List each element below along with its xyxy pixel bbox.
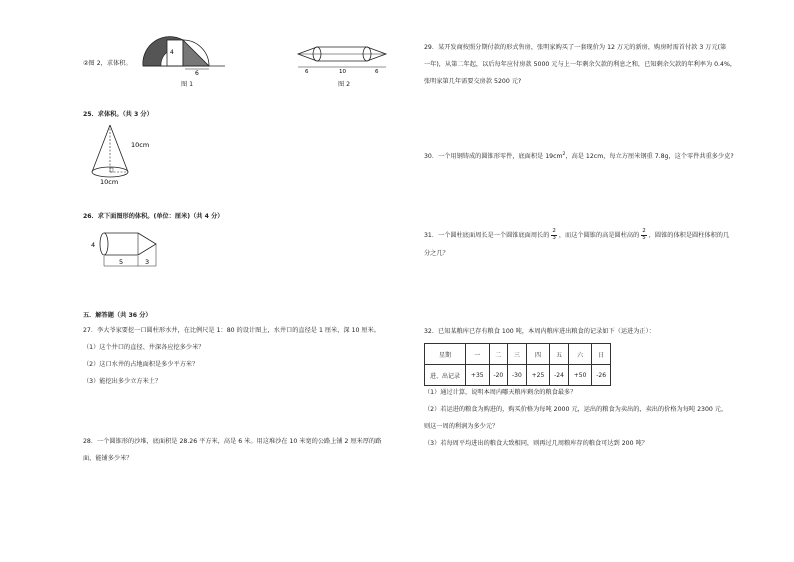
- q27-stem: 27．李大爷家要挖一口圆柱形水井，在比例尺是 1：80 的设计图上，水井口的直径是 1 厘米，深 10 厘米。: [83, 327, 380, 334]
- q31-line1: [424, 229, 729, 241]
- table-header-cell: 二: [489, 344, 508, 365]
- q28-line1: 28．一个圆锥形的沙堆，底面积是 28.26 平方米，高是 6 米。用这堆沙在 10 米宽的公路上铺 2 厘米厚的路: [83, 438, 382, 445]
- table-cell: -30: [508, 365, 527, 386]
- table-row: [425, 365, 611, 386]
- table-row: [425, 344, 611, 365]
- table-cell: 进、出记录: [425, 365, 466, 386]
- table-header-cell: 四: [526, 344, 550, 365]
- q29-line1: 29．某开发商按照分期付款的形式售房，张明家购买了一套现价为 12 万元的新房，购房时需首付款 3 万元(第: [424, 44, 727, 51]
- cone-base-label: 10cm: [100, 178, 119, 185]
- q30: [424, 152, 734, 161]
- figure2-label: 图 2: [338, 81, 351, 88]
- q30-text-a: 30．一个用钢铸成的圆锥形零件，底面积是 19cm: [424, 153, 563, 161]
- figure1-diagram: [133, 36, 233, 76]
- figure2-caption: ②图 2，求体积。: [83, 60, 132, 67]
- figure1-label: 图 1: [181, 81, 194, 88]
- q29-line2: 一年)，从第二年起，以后每年应付房款 5000 元与上一年剩余欠款的利息之和，已知剩余欠款的年利率为 0.4%，: [424, 61, 737, 68]
- table-header-cell: 星期: [425, 344, 466, 365]
- table-header-cell: 三: [508, 344, 527, 365]
- cone-diagram: [88, 123, 168, 185]
- diagram-height-label: 4: [91, 241, 96, 249]
- q29-line3: 张明家第几年需要交房款 5200 元?: [424, 78, 522, 85]
- diagram-length-b: 3: [145, 258, 150, 266]
- table-header-cell: 五: [550, 344, 569, 365]
- q27-sub1: （1）这个井口的直径、井深各应挖多少米？: [83, 344, 205, 351]
- q28-line2: 面，能铺多少米？: [83, 455, 133, 462]
- q31-text-a: 31．一个圆柱底面周长是一个圆锥底面周长的: [424, 232, 550, 239]
- table-cell: +50: [568, 365, 592, 386]
- table-cell: -20: [489, 365, 508, 386]
- q32-stem: 32．已知某粮库已存有粮食 100 吨，本周内粮库进出粮食的记录如下（运进为正）：: [424, 328, 655, 335]
- q28: [83, 433, 413, 467]
- table-cell: -24: [550, 365, 569, 386]
- section5-heading: 五．解答题（共 36 分）: [83, 312, 152, 319]
- q27-sub2: （2）这口水井的占地面积是多少平方米？: [83, 361, 199, 368]
- q26-title: 26．求下面图形的体积。(单位：厘米)（共 4 分）: [83, 213, 224, 220]
- grain-record-table: [424, 343, 611, 386]
- q29: [424, 39, 769, 90]
- q32-sub2a: （2）若运进的粮食为购进的，购买价格为每吨 2000 元，运出的粮食为卖出的，卖出的价格为每吨 2300 元，: [424, 406, 728, 413]
- table-header-cell: 一: [466, 344, 490, 365]
- table-cell: +35: [466, 365, 490, 386]
- q31-text-b: ，而这个圆锥的高是圆柱高的: [558, 232, 640, 239]
- q30-superscript: 2: [562, 152, 566, 157]
- q30-text-b: ，高是 12cm，每立方厘米钢重 7.8g，这个零件共重多少克?: [565, 153, 734, 161]
- svg-text:6: 6: [195, 70, 199, 76]
- table-cell: -26: [592, 365, 611, 386]
- table-cell: +25: [526, 365, 550, 386]
- q32-sub3: （3）若每周平均进出的粮食大致相同，则再过几周粮库存的粮食可达到 200 吨？: [424, 440, 648, 447]
- q31-fraction-2: $\frac{2}{5}$: [642, 228, 646, 241]
- q32-sub2b: 则这一周的利润为多少元？: [424, 423, 499, 430]
- svg-text:6: 6: [375, 69, 379, 74]
- q31-line2: 分之几？: [424, 250, 449, 257]
- svg-text:6: 6: [305, 69, 309, 74]
- q32-subquestions: [424, 384, 769, 452]
- q31-text-c: ，圆锥的体积是圆柱体积的几: [648, 232, 730, 239]
- diagram-length-a: 5: [119, 258, 124, 266]
- cone-height-label: 10cm: [131, 141, 150, 149]
- q27-sub3: （3）能挖出多少立方米土？: [83, 378, 162, 385]
- q32-sub1: （1）通过计算，说明本周内哪天粮库剩余的粮食最多？: [424, 389, 577, 396]
- svg-text:10: 10: [339, 69, 346, 74]
- q25-title: 25．求体积。（共 3 分）: [83, 111, 153, 118]
- svg-text:4: 4: [170, 49, 174, 56]
- cylinder-cone-diagram: [88, 226, 168, 272]
- table-header-cell: 日: [592, 344, 611, 365]
- figure2-diagram: [292, 42, 392, 74]
- table-header-cell: 六: [568, 344, 592, 365]
- q27: [83, 322, 413, 390]
- q31-fraction-1: $\frac{2}{3}$: [552, 228, 556, 241]
